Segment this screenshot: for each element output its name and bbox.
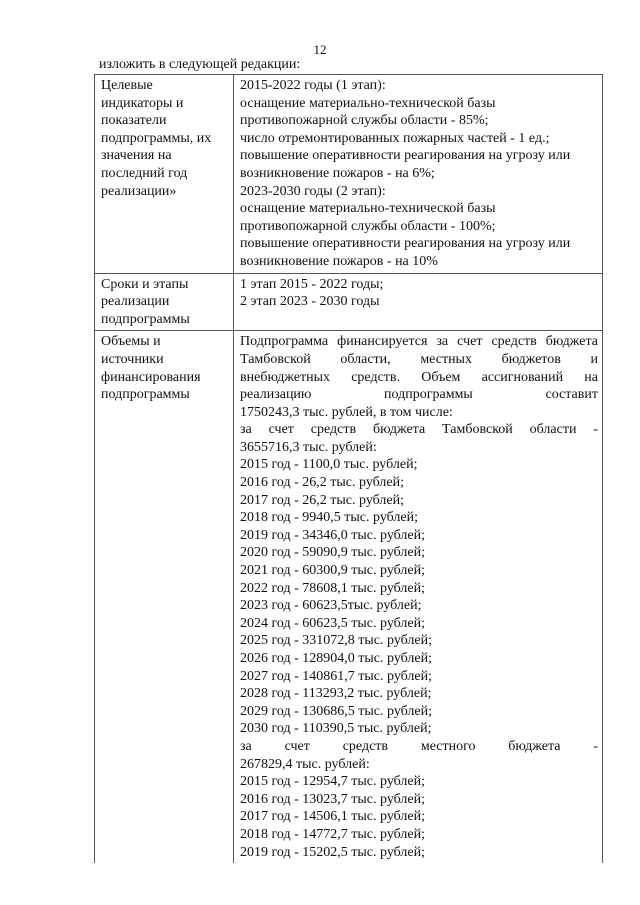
value-line: 2021 год - 60300,9 тыс. рублей; [240, 563, 426, 579]
value-line: за счет средств местного бюджета - [240, 738, 598, 754]
value-line: 1750243,3 тыс. рублей, в том числе: [240, 404, 453, 420]
row-value [234, 273, 603, 331]
label-line: реализации [101, 294, 170, 310]
value-line: 2020 год - 59090,9 тыс. рублей; [240, 545, 426, 561]
value-line: 2019 год - 34346,0 тыс. рублей; [240, 527, 426, 543]
value-line: 2028 год - 113293,2 тыс. рублей; [240, 686, 432, 702]
value-line: 3655716,3 тыс. рублей: [240, 439, 377, 455]
table-row-indicators [95, 75, 603, 274]
label-line: подпрограммы [101, 387, 190, 403]
value-line: повышение оперативности реагирования на угрозу или [240, 236, 571, 252]
value-line: 267829,4 тыс. рублей: [240, 756, 370, 772]
label-line: показатели [101, 113, 167, 129]
label-line: подпрограммы [101, 311, 190, 327]
value-line: Подпрограмма финансируется за счет средств бюджета [240, 334, 598, 350]
value-line: за счет средств бюджета Тамбовской области - [240, 422, 598, 438]
value-line: 2019 год - 15202,5 тыс. рублей; [240, 844, 426, 860]
label-line: значения на [101, 148, 172, 164]
value-line: 2018 год - 9940,5 тыс. рублей; [240, 510, 419, 526]
value-line: 2029 год - 130686,5 тыс. рублей; [240, 703, 433, 719]
value-line: 2025 год - 331072,8 тыс. рублей; [240, 633, 433, 649]
row-value [234, 331, 603, 863]
value-line: 2022 год - 78608,1 тыс. рублей; [240, 580, 426, 596]
label-line: финансирования [101, 369, 201, 385]
value-line: 2017 год - 26,2 тыс. рублей; [240, 492, 405, 508]
value-line: оснащение материально-технической базы [240, 201, 496, 217]
passport-table [94, 74, 603, 863]
table-row-terms [95, 273, 603, 331]
value-line: противопожарной службы области - 85%; [240, 113, 489, 129]
value-line: 2015 год - 12954,7 тыс. рублей; [240, 774, 426, 790]
value-line: 2015 год - 1100,0 тыс. рублей; [240, 457, 418, 473]
value-line: 2030 год - 110390,5 тыс. рублей; [240, 721, 432, 737]
value-line: 2027 год - 140861,7 тыс. рублей; [240, 668, 433, 684]
value-line: возникновение пожаров - на 10% [240, 253, 438, 269]
table-row-funding [95, 331, 603, 863]
value-line: 2017 год - 14506,1 тыс. рублей; [240, 809, 426, 825]
value-line: 2015-2022 годы (1 этап): [240, 78, 386, 93]
label-line: Объемы и [101, 334, 161, 350]
label-line: последний год [101, 165, 188, 181]
intro-text: изложить в следующей редакции: [99, 57, 301, 72]
label-line: источники [101, 351, 164, 367]
value-line: 2016 год - 26,2 тыс. рублей; [240, 475, 405, 491]
value-line: 2023-2030 годы (2 этап): [240, 183, 386, 199]
value-line: возникновение пожаров - на 6%; [240, 165, 435, 181]
label-line: реализации» [101, 183, 177, 199]
label-line: подпрограммы, их [101, 130, 212, 146]
label-line: индикаторы и [101, 95, 184, 111]
value-line: оснащение материально-технической базы [240, 95, 496, 111]
value-line: 2 этап 2023 - 2030 годы [240, 294, 380, 310]
value-line: 2024 год - 60623,5 тыс. рублей; [240, 615, 426, 631]
value-line: 2018 год - 14772,7 тыс. рублей; [240, 826, 426, 842]
label-line: Сроки и этапы [101, 276, 189, 292]
value-line: Тамбовской области, местных бюджетов и [240, 351, 598, 367]
row-value [234, 75, 603, 274]
value-line: реализацию подпрограммы составит [240, 387, 598, 403]
value-line: противопожарной службы области - 100%; [240, 218, 496, 234]
value-line: повышение оперативности реагирования на угрозу или [240, 148, 571, 164]
value-line: число отремонтированных пожарных частей - 1 ед.; [240, 130, 550, 146]
value-line: внебюджетных средств. Объем ассигнований на [240, 369, 598, 385]
row-label [95, 273, 234, 331]
value-line: 2023 год - 60623,5тыс. рублей; [240, 598, 422, 614]
page-number: 12 [313, 42, 327, 57]
value-line: 2016 год - 13023,7 тыс. рублей; [240, 791, 426, 807]
value-line: 1 этап 2015 - 2022 годы; [240, 276, 384, 292]
row-label [95, 331, 234, 863]
value-line: 2026 год - 128904,0 тыс. рублей; [240, 651, 433, 666]
label-line: Целевые [101, 78, 153, 93]
row-label [95, 75, 234, 274]
